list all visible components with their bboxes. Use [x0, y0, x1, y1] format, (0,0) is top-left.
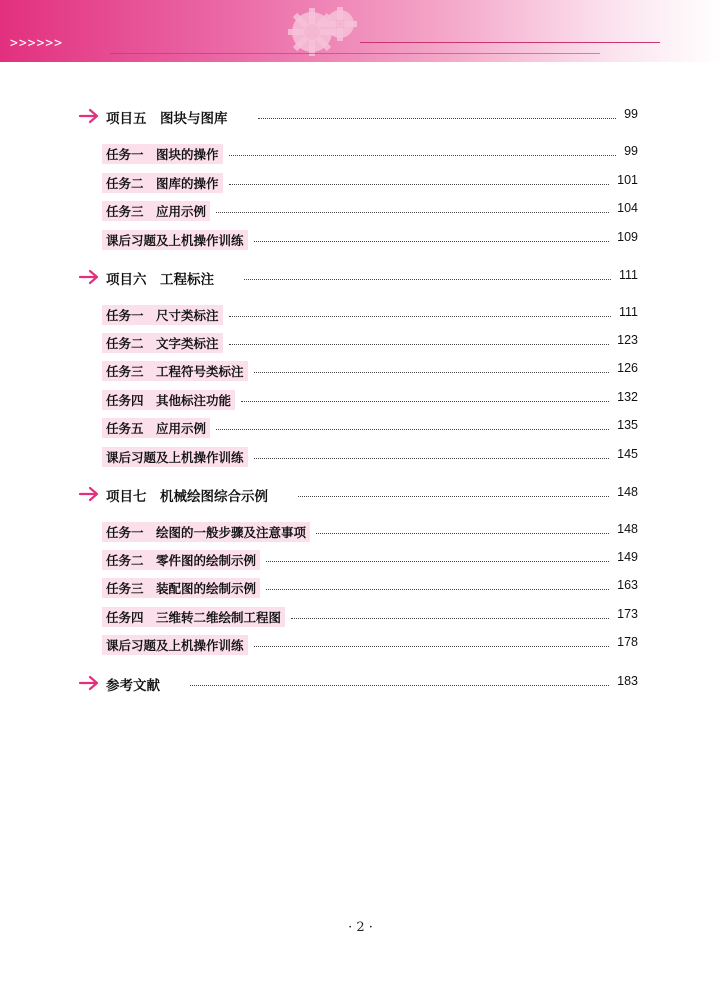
toc-entry-title: 任务一 图块的操作 [102, 144, 223, 164]
toc-entry-title: 任务三 应用示例 [102, 201, 210, 221]
toc-task-row[interactable] [0, 417, 721, 439]
dot-leader [254, 646, 609, 647]
dot-leader [229, 155, 616, 156]
toc-page-number: 132 [617, 390, 638, 404]
toc-project-row[interactable] [0, 673, 721, 695]
dot-leader [254, 241, 609, 242]
toc-page-number: 149 [617, 550, 638, 564]
dot-leader [244, 279, 611, 280]
toc-entry-title: 课后习题及上机操作训练 [102, 635, 248, 655]
toc-entry-title: 任务一 绘图的一般步骤及注意事项 [102, 522, 310, 542]
toc-entry-title: 任务五 应用示例 [102, 418, 210, 438]
toc-entry-title: 课后习题及上机操作训练 [102, 447, 248, 467]
toc-entry-title: 任务三 装配图的绘制示例 [102, 578, 260, 598]
toc-entry-title: 课后习题及上机操作训练 [102, 230, 248, 250]
toc-page-number: 145 [617, 447, 638, 461]
toc-entry-title: 项目七 机械绘图综合示例 [106, 489, 268, 505]
dot-leader [190, 685, 609, 686]
toc-entry-title: 参考文献 [106, 678, 160, 694]
dot-leader [291, 618, 609, 619]
toc-page-number: 178 [617, 635, 638, 649]
chevrons-decoration: >>>>>> [10, 36, 63, 51]
toc-page-number: 111 [618, 268, 638, 282]
dot-leader [229, 184, 609, 185]
toc-project-row[interactable] [0, 267, 721, 289]
toc-page-number: 135 [617, 418, 638, 432]
toc-task-row[interactable] [0, 143, 721, 165]
toc-task-row[interactable] [0, 200, 721, 222]
dot-leader [266, 561, 609, 562]
toc-page-number: 183 [617, 674, 638, 688]
arrow-right-icon [78, 486, 100, 502]
header-banner [0, 0, 721, 62]
toc-entry-title: 任务二 文字类标注 [102, 333, 223, 353]
toc-task-row[interactable] [0, 606, 721, 628]
dot-leader [266, 589, 609, 590]
toc-page-number: 163 [617, 578, 638, 592]
toc-task-row[interactable] [0, 304, 721, 326]
toc-entry-title: 任务四 三维转二维绘制工程图 [102, 607, 285, 627]
toc-page-number: 126 [617, 361, 638, 375]
toc-task-row[interactable] [0, 577, 721, 599]
toc-task-row[interactable] [0, 521, 721, 543]
toc-entry-title: 任务四 其他标注功能 [102, 390, 235, 410]
arrow-right-icon [78, 675, 100, 691]
toc-task-row[interactable] [0, 634, 721, 656]
toc-entry-title: 任务二 零件图的绘制示例 [102, 550, 260, 570]
dot-leader [258, 118, 616, 119]
dot-leader [254, 458, 609, 459]
toc-project-row[interactable] [0, 484, 721, 506]
toc-entry-title: 任务三 工程符号类标注 [102, 361, 248, 381]
toc-page-number: 148 [617, 522, 638, 536]
toc-entry-title: 项目五 图块与图库 [106, 111, 228, 127]
toc-task-row[interactable] [0, 549, 721, 571]
toc-task-row[interactable] [0, 446, 721, 468]
arrow-right-icon [78, 108, 100, 124]
toc-task-row[interactable] [0, 360, 721, 382]
dot-leader [241, 401, 609, 402]
toc-page-number: 109 [617, 230, 638, 244]
dot-leader [216, 429, 609, 430]
page-number: · 2 · [348, 920, 373, 935]
toc-page-number: 104 [617, 201, 638, 215]
dot-leader [298, 496, 609, 497]
toc-page-number: 111 [618, 305, 638, 319]
toc-page-number: 173 [617, 607, 638, 621]
toc-entry-title: 项目六 工程标注 [106, 272, 214, 288]
toc-page-number: 101 [617, 173, 638, 187]
toc-page-number: 148 [617, 485, 638, 499]
dot-leader [316, 533, 609, 534]
toc-task-row[interactable] [0, 229, 721, 251]
header-rule [360, 42, 660, 43]
toc-task-row[interactable] [0, 332, 721, 354]
dot-leader [254, 372, 609, 373]
dot-leader [229, 344, 609, 345]
header-rule-2 [110, 53, 600, 54]
toc-entry-title: 任务二 图库的操作 [102, 173, 223, 193]
dot-leader [216, 212, 609, 213]
arrow-right-icon [78, 269, 100, 285]
toc-entry-title: 任务一 尺寸类标注 [102, 305, 223, 325]
toc-page-number: 99 [624, 107, 638, 121]
toc-task-row[interactable] [0, 172, 721, 194]
toc-page-number: 99 [624, 144, 638, 158]
toc-page-number: 123 [617, 333, 638, 347]
toc-task-row[interactable] [0, 389, 721, 411]
dot-leader [229, 316, 611, 317]
toc-project-row[interactable] [0, 106, 721, 128]
